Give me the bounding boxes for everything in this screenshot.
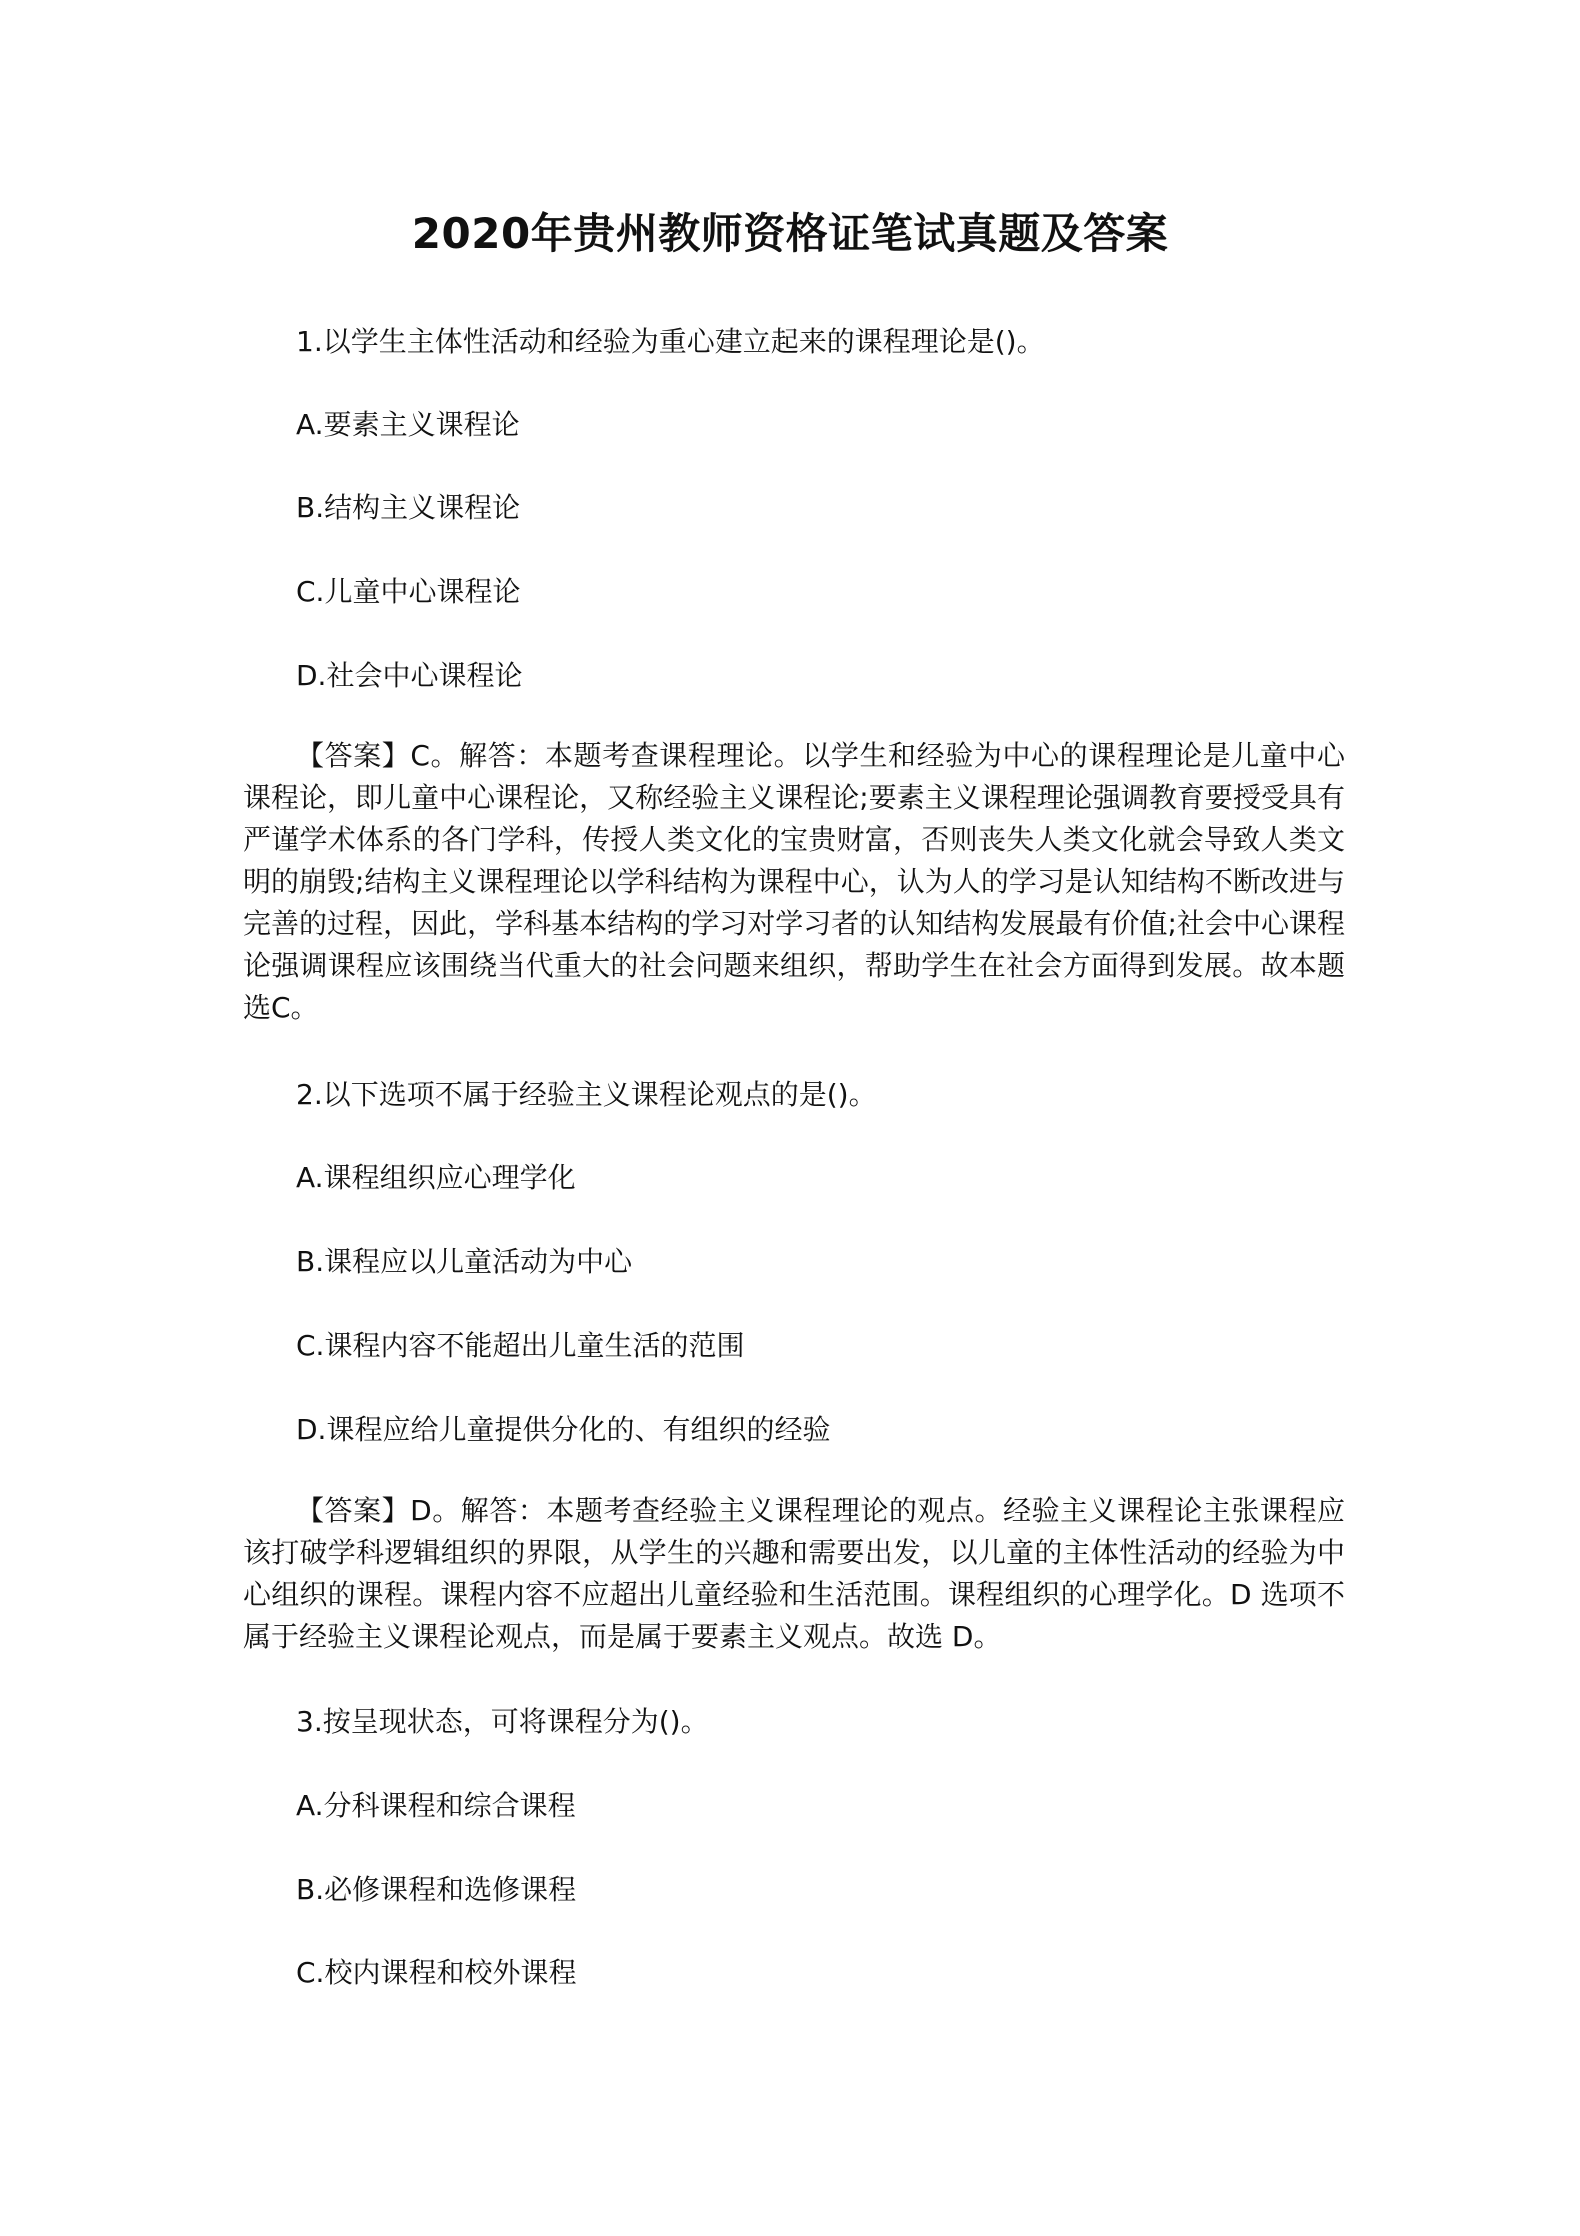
question-3-option-a: A.分科课程和综合课程 [296, 1789, 576, 1822]
question-2-option-b: B.课程应以儿童活动为中心 [296, 1245, 633, 1278]
question-2-stem: 2.以下选项不属于经验主义课程论观点的是()。 [296, 1078, 877, 1111]
question-1-option-c: C.儿童中心课程论 [296, 575, 521, 608]
question-2-answer: 【答案】D。解答：本题考查经验主义课程理论的观点。经验主义课程论主张课程应该打破学科逻辑组织的界限，从学生的兴趣和需要出发，以儿童的主体性活动的经验为中心组织的课程。课程内容不应超出儿童经验和生活范围。课程组织的心理学化。D 选项不属于经验主义课程论观点，而是属于要素主义观点。故选 D。 [243, 1494, 1345, 1653]
question-3-option-b: B.必修课程和选修课程 [296, 1873, 577, 1906]
question-1-answer: 【答案】C。解答：本题考查课程理论。以学生和经验为中心的课程理论是儿童中心课程论，即儿童中心课程论，又称经验主义课程论;要素主义课程理论强调教育要授受具有严谨学术体系的各门学科，传授人类文化的宝贵财富，否则丧失人类文化就会导致人类文明的崩毁;结构主义课程理论以学科结构为课程中心，认为人的学习是认知结构不断改进与完善的过程，因此，学科基本结构的学习对学习者的认知结构发展最有价值;社会中心课程论强调课程应该围绕当代重大的社会问题来组织，帮助学生在社会方面得到发展。故本题选C。 [243, 739, 1345, 1024]
question-1-option-b: B.结构主义课程论 [296, 491, 521, 524]
question-1-option-a: A.要素主义课程论 [296, 408, 520, 441]
question-2-option-a: A.课程组织应心理学化 [296, 1161, 576, 1194]
document-title: 2020年贵州教师资格证笔试真题及答案 [411, 209, 1169, 258]
question-2-option-c: C.课程内容不能超出儿童生活的范围 [296, 1329, 745, 1362]
question-3-option-c: C.校内课程和校外课程 [296, 1956, 577, 1989]
question-2-option-d: D.课程应给儿童提供分化的、有组织的经验 [296, 1413, 831, 1446]
question-1-option-d: D.社会中心课程论 [296, 659, 523, 692]
question-1-stem: 1.以学生主体性活动和经验为重心建立起来的课程理论是()。 [296, 325, 1045, 358]
question-3-stem: 3.按呈现状态，可将课程分为()。 [296, 1705, 709, 1738]
